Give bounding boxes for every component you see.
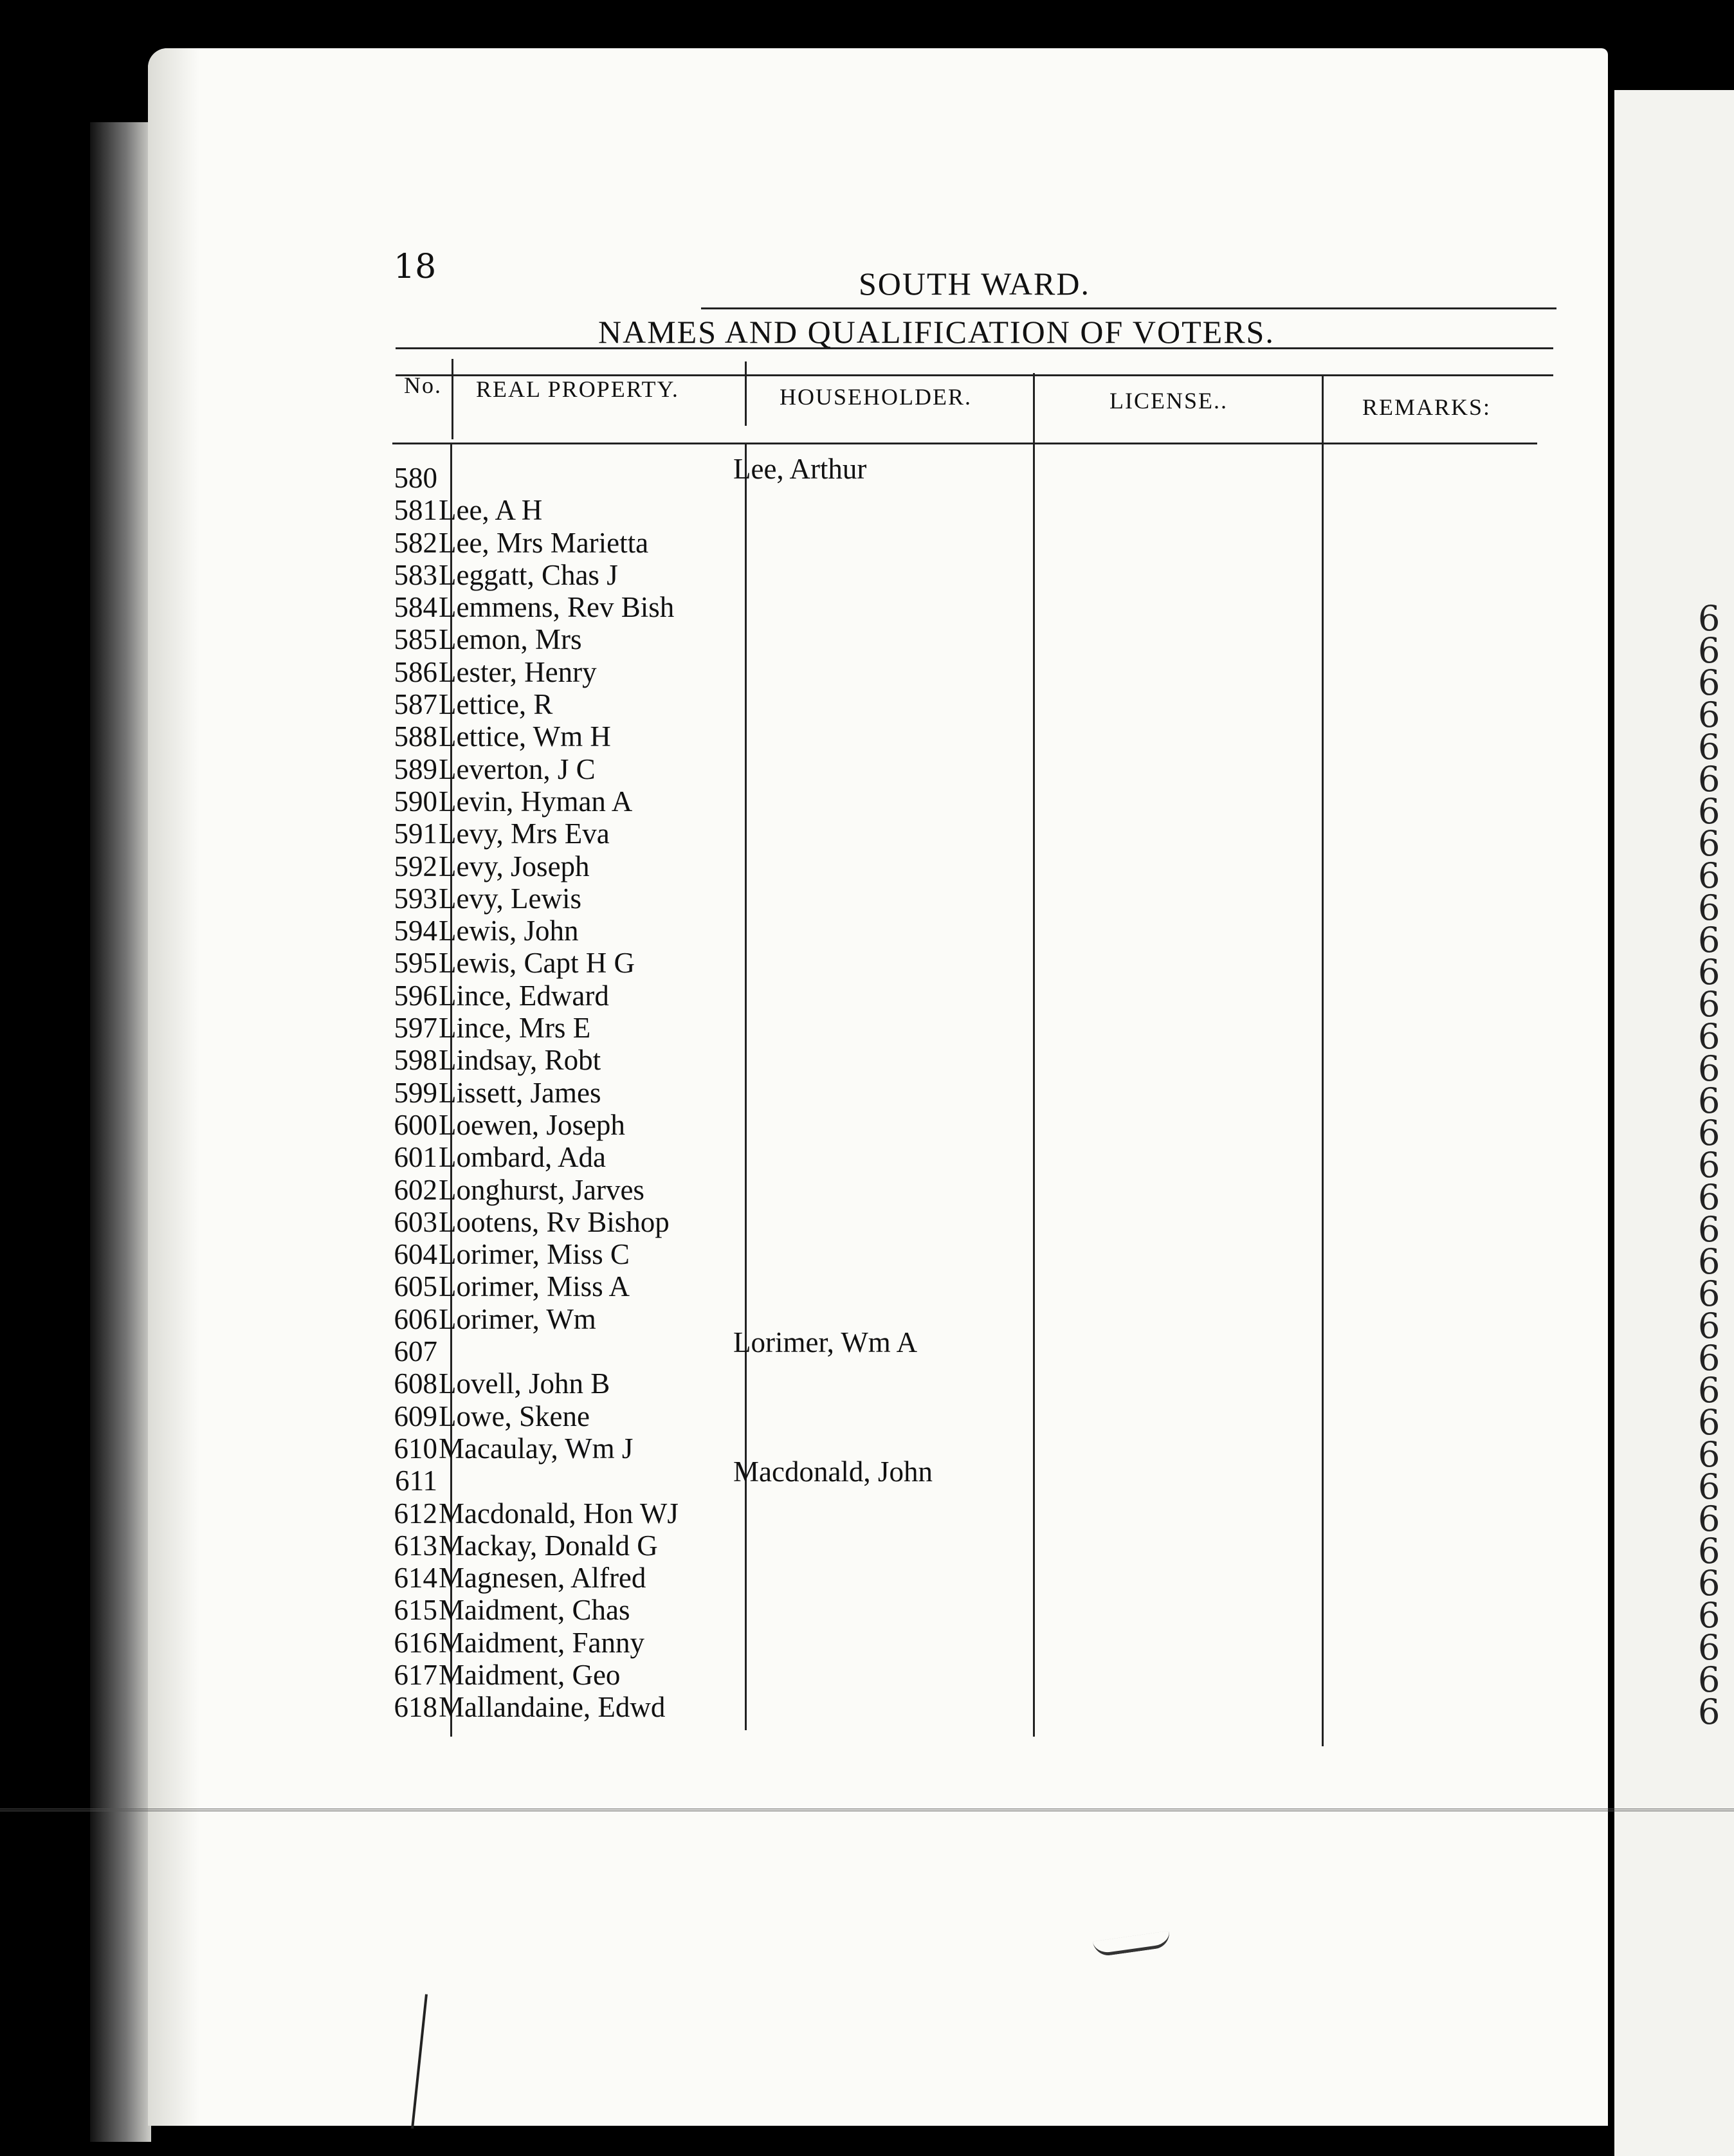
voter-row bbox=[373, 527, 1016, 559]
real-property-name: Lemmens, Rev Bish bbox=[439, 591, 675, 624]
voter-number: 587 bbox=[394, 688, 437, 721]
voter-number: 616 bbox=[394, 1626, 437, 1659]
header-bottom-rule bbox=[392, 443, 1537, 444]
page-subtitle: NAMES AND QUALIFICATION OF VOTERS. bbox=[598, 314, 1275, 350]
voter-row bbox=[373, 753, 1016, 785]
voter-number: 589 bbox=[394, 753, 437, 785]
voter-number: 611 bbox=[395, 1465, 437, 1497]
real-property-name: Leverton, J C bbox=[439, 753, 596, 785]
voter-row bbox=[373, 1594, 1016, 1626]
voter-number: 617 bbox=[394, 1658, 437, 1691]
voter-number: 584 bbox=[394, 591, 437, 624]
subtitle-rule bbox=[396, 347, 1553, 349]
householder-name: Lee, Arthur bbox=[733, 453, 867, 485]
real-property-name: Mackay, Donald G bbox=[439, 1529, 658, 1562]
voter-row bbox=[373, 850, 1016, 882]
voter-number: 602 bbox=[394, 1173, 437, 1206]
voter-row bbox=[373, 1174, 1016, 1206]
column-divider-no bbox=[452, 359, 453, 439]
voter-number: 610 bbox=[394, 1432, 437, 1465]
real-property-name: Lince, Mrs E bbox=[439, 1012, 591, 1045]
voter-number: 612 bbox=[394, 1497, 437, 1530]
voter-row bbox=[373, 1691, 1016, 1723]
voter-row bbox=[373, 623, 1016, 655]
real-property-name: Magnesen, Alfred bbox=[439, 1562, 646, 1594]
voter-number: 609 bbox=[394, 1400, 437, 1432]
facing-page-fragment: 6 bbox=[1698, 630, 1720, 671]
voter-row bbox=[373, 785, 1016, 818]
voter-row bbox=[373, 1238, 1016, 1270]
voter-number: 599 bbox=[394, 1076, 437, 1109]
voter-row bbox=[373, 980, 1016, 1012]
facing-page-fragment: 6 bbox=[1698, 823, 1720, 864]
voter-row bbox=[373, 1012, 1016, 1044]
real-property-name: Maidment, Geo bbox=[439, 1658, 621, 1691]
voter-row bbox=[373, 818, 1016, 850]
voter-row bbox=[373, 947, 1016, 979]
real-property-name: Levin, Hyman A bbox=[439, 785, 633, 818]
voter-number: 608 bbox=[394, 1367, 437, 1400]
column-header-householder: HOUSEHOLDER. bbox=[780, 384, 972, 410]
voter-row bbox=[373, 1400, 1016, 1432]
column-header-license: LICENSE.. bbox=[1109, 388, 1228, 414]
facing-page-fragment: 6 bbox=[1698, 1563, 1720, 1603]
facing-page-fragment: 6 bbox=[1698, 1466, 1720, 1507]
real-property-name: Leggatt, Chas J bbox=[439, 558, 618, 591]
voter-number: 598 bbox=[394, 1044, 437, 1077]
householder-name: Lorimer, Wm A bbox=[733, 1326, 918, 1359]
real-property-name: Lootens, Rv Bishop bbox=[439, 1205, 670, 1238]
voter-row bbox=[373, 915, 1016, 947]
facing-page-fragment: 6 bbox=[1698, 1338, 1720, 1378]
real-property-name: Lettice, Wm H bbox=[439, 720, 611, 753]
voter-number: 607 bbox=[394, 1335, 437, 1368]
voter-row bbox=[373, 1367, 1016, 1400]
voter-number: 614 bbox=[394, 1562, 437, 1594]
facing-page-fragment: 6 bbox=[1698, 1048, 1720, 1089]
real-property-name: Lee, A H bbox=[439, 494, 543, 527]
voter-row bbox=[373, 1627, 1016, 1659]
voter-number: 600 bbox=[394, 1108, 437, 1141]
voter-row bbox=[373, 688, 1016, 720]
facing-page-fragment: 6 bbox=[1698, 759, 1720, 799]
real-property-name: Lemon, Mrs bbox=[439, 623, 582, 656]
voter-row bbox=[373, 1270, 1016, 1302]
real-property-name: Lowe, Skene bbox=[439, 1400, 590, 1432]
voter-number: 615 bbox=[394, 1594, 437, 1627]
facing-page-fragment: 6 bbox=[1698, 1595, 1720, 1636]
facing-page-fragment: 6 bbox=[1698, 952, 1720, 992]
facing-page-fragment: 6 bbox=[1698, 695, 1720, 735]
facing-page-fragment: 6 bbox=[1698, 888, 1720, 928]
facing-page-fragment: 6 bbox=[1698, 920, 1720, 960]
facing-page-fragment: 6 bbox=[1698, 1402, 1720, 1443]
column-divider-license bbox=[1322, 376, 1324, 1746]
voter-row bbox=[373, 1141, 1016, 1173]
voter-row bbox=[373, 494, 1016, 526]
voter-row bbox=[373, 591, 1016, 623]
facing-page-fragment: 6 bbox=[1698, 1274, 1720, 1314]
column-divider-householder bbox=[1033, 373, 1035, 1737]
voter-number: 618 bbox=[394, 1691, 437, 1724]
facing-page-fragment: 6 bbox=[1698, 984, 1720, 1025]
voter-number: 590 bbox=[394, 785, 437, 818]
real-property-name: Lince, Edward bbox=[439, 979, 609, 1012]
column-header-remarks: REMARKS: bbox=[1362, 394, 1492, 420]
facing-page-fragment: 6 bbox=[1698, 1241, 1720, 1282]
voter-row bbox=[373, 1077, 1016, 1109]
householder-name: Macdonald, John bbox=[733, 1456, 933, 1488]
real-property-name: Lorimer, Miss A bbox=[439, 1270, 630, 1303]
voter-number: 603 bbox=[394, 1205, 437, 1238]
real-property-name: Lorimer, Wm bbox=[439, 1302, 596, 1335]
voter-row bbox=[373, 882, 1016, 915]
page-gutter-shadow bbox=[148, 48, 199, 2126]
voter-number: 597 bbox=[394, 1012, 437, 1045]
book-spine-edge bbox=[90, 122, 151, 2142]
voter-number: 588 bbox=[394, 720, 437, 753]
voter-row bbox=[373, 1456, 1016, 1497]
facing-page-fragment: 6 bbox=[1698, 662, 1720, 703]
column-header-real-property: REAL PROPERTY. bbox=[476, 376, 679, 402]
page-number: 18 bbox=[394, 248, 437, 286]
real-property-name: Levy, Mrs Eva bbox=[439, 818, 610, 850]
real-property-name: Lorimer, Miss C bbox=[439, 1238, 630, 1271]
voter-row bbox=[373, 1044, 1016, 1076]
voter-number: 586 bbox=[394, 655, 437, 688]
voter-row bbox=[373, 559, 1016, 591]
facing-page-fragment: 6 bbox=[1698, 1016, 1720, 1057]
facing-page-fragment: 6 bbox=[1698, 1306, 1720, 1346]
voter-number: 595 bbox=[394, 947, 437, 980]
voter-row bbox=[373, 1206, 1016, 1238]
real-property-name: Lewis, John bbox=[439, 915, 579, 947]
real-property-name: Maidment, Fanny bbox=[439, 1626, 644, 1659]
voter-number: 582 bbox=[394, 526, 437, 559]
real-property-name: Loewen, Joseph bbox=[439, 1108, 625, 1141]
voter-number: 585 bbox=[394, 623, 437, 656]
real-property-name: Levy, Lewis bbox=[439, 882, 582, 915]
facing-page-fragment: 6 bbox=[1698, 1177, 1720, 1218]
voter-number: 604 bbox=[394, 1238, 437, 1271]
facing-page-fragment: 6 bbox=[1698, 1499, 1720, 1539]
voter-number: 592 bbox=[394, 850, 437, 882]
voter-row bbox=[373, 453, 1016, 494]
facing-page-fragment: 6 bbox=[1698, 1113, 1720, 1153]
voter-number: 601 bbox=[394, 1141, 437, 1174]
real-property-name: Lewis, Capt H G bbox=[439, 947, 635, 980]
voter-row bbox=[373, 1497, 1016, 1530]
voter-number: 581 bbox=[394, 494, 437, 527]
facing-page-fragment: 6 bbox=[1698, 855, 1720, 896]
real-property-name: Levy, Joseph bbox=[439, 850, 590, 882]
real-property-name: Lester, Henry bbox=[439, 655, 597, 688]
real-property-name: Lettice, R bbox=[439, 688, 553, 721]
voter-number: 613 bbox=[394, 1529, 437, 1562]
facing-page-fragment: 6 bbox=[1698, 1081, 1720, 1121]
voter-number: 593 bbox=[394, 882, 437, 915]
voter-list bbox=[373, 453, 1016, 1724]
ward-title: SOUTH WARD. bbox=[859, 266, 1090, 302]
voter-row bbox=[373, 656, 1016, 688]
column-header-no: No. bbox=[404, 372, 442, 398]
facing-page-fragment: 6 bbox=[1698, 1370, 1720, 1411]
facing-page-fragment: 6 bbox=[1698, 727, 1720, 767]
voter-number: 606 bbox=[394, 1302, 437, 1335]
real-property-name: Longhurst, Jarves bbox=[439, 1173, 644, 1206]
voter-row bbox=[373, 1109, 1016, 1141]
title-rule bbox=[701, 307, 1556, 309]
facing-page-fragment: 6 bbox=[1698, 1531, 1720, 1571]
real-property-name: Lee, Mrs Marietta bbox=[439, 526, 649, 559]
facing-page-fragment: 6 bbox=[1698, 598, 1720, 639]
facing-page-fragment: 6 bbox=[1698, 1627, 1720, 1668]
facing-page-fragment: 6 bbox=[1698, 1659, 1720, 1700]
facing-page-fragment: 6 bbox=[1698, 1145, 1720, 1185]
real-property-name: Lovell, John B bbox=[439, 1367, 610, 1400]
voter-row bbox=[373, 1303, 1016, 1335]
real-property-name: Lindsay, Robt bbox=[439, 1044, 601, 1077]
column-divider-real-property bbox=[745, 361, 747, 426]
real-property-name: Mallandaine, Edwd bbox=[439, 1691, 666, 1724]
page-bottom-rule bbox=[0, 1809, 1734, 1811]
voter-number: 596 bbox=[394, 979, 437, 1012]
facing-page-fragment: 6 bbox=[1698, 1209, 1720, 1250]
real-property-name: Lombard, Ada bbox=[439, 1141, 606, 1174]
voter-number: 605 bbox=[394, 1270, 437, 1303]
facing-page-fragment: 6 bbox=[1698, 1692, 1720, 1732]
facing-page-fragment: 6 bbox=[1698, 791, 1720, 832]
voter-number: 580 bbox=[394, 462, 437, 494]
voter-row bbox=[373, 1562, 1016, 1594]
voter-row bbox=[373, 720, 1016, 753]
real-property-name: Maidment, Chas bbox=[439, 1594, 630, 1627]
real-property-name: Lissett, James bbox=[439, 1076, 601, 1109]
real-property-name: Macdonald, Hon WJ bbox=[439, 1497, 679, 1530]
voter-row bbox=[373, 1326, 1016, 1368]
voter-number: 594 bbox=[394, 915, 437, 947]
voter-row bbox=[373, 1659, 1016, 1691]
facing-page-fragment: 6 bbox=[1698, 1434, 1720, 1475]
voter-row bbox=[373, 1530, 1016, 1562]
voter-number: 583 bbox=[394, 558, 437, 591]
voter-number: 591 bbox=[394, 818, 437, 850]
real-property-name: Macaulay, Wm J bbox=[439, 1432, 634, 1465]
